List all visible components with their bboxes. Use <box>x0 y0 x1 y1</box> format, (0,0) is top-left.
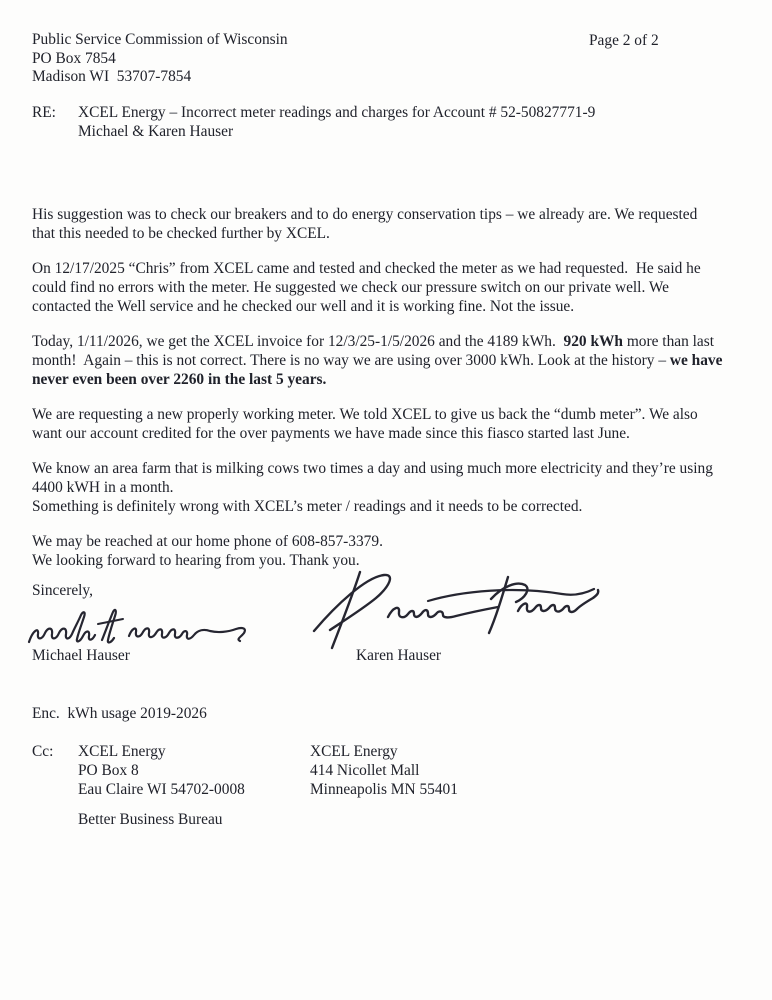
recipient-line: Public Service Commission of Wisconsin <box>32 31 288 48</box>
cc-better-business-bureau: Better Business Bureau <box>78 811 223 828</box>
cc-address-line: 414 Nicollet Mall <box>310 762 420 779</box>
paragraph: His suggestion was to check our breakers and to do energy conservation tips – we already are. We requested that this needed to be checked further by XCEL. <box>32 206 698 242</box>
recipient-line: PO Box 7854 <box>32 49 116 67</box>
recipient-line: Madison WI 53707-7854 <box>32 68 192 86</box>
cc-address-line: Minneapolis MN 55401 <box>310 781 458 798</box>
page-number: Page 2 of 2 <box>589 32 659 49</box>
cc-address-minneapolis <box>310 742 458 799</box>
cc-address-line: Eau Claire WI 54702-0008 <box>78 781 245 798</box>
cc-address-line: PO Box 8 <box>78 762 139 779</box>
paragraph: We are requesting a new properly working meter. We told XCEL to give us back the “dumb meter”. We also want our account credited for the over payments we have made since this fiasco started last June. <box>32 406 698 442</box>
paragraph: Today, 1/11/2026, we get the XCEL invoice for 12/3/25-1/5/2026 and the 4189 kWh. 920 kWh more than last month! Again – this is not correct. There is no way we are using over 3000 kWh. Look at the history – we have never even been over 2260 in the last 5 years. <box>32 333 723 388</box>
cc-address-line: XCEL Energy <box>310 743 398 760</box>
subject-line: XCEL Energy – Incorrect meter readings and charges for Account # 52-50827771-9 <box>78 104 596 121</box>
salutation: Sincerely, <box>32 582 93 599</box>
cc-address-line: XCEL Energy <box>78 743 166 760</box>
subject-line: Michael & Karen Hauser <box>78 123 234 140</box>
signer-name-karen: Karen Hauser <box>356 647 442 664</box>
karen-hauser-signature-image <box>310 569 602 653</box>
paragraph: We know an area farm that is milking cows two times a day and using much more electricity and they’re using 4400 kWH in a month. Something is definitely wrong with XCEL’s meter / readings and it needs to be corrected. <box>32 460 713 515</box>
letter-body <box>32 205 748 586</box>
paragraph: We may be reached at our home phone of 608-857-3379. We looking forward to hearing from you. Thank you. <box>32 533 383 569</box>
subject-text <box>78 103 595 141</box>
subject-block <box>32 103 595 141</box>
paragraph: On 12/17/2025 “Chris” from XCEL came and tested and checked the meter as we had requested. He said he could find no errors with the meter. He suggested we check our pressure switch on our private well. We contacted the Well service and he checked our well and it is working fine. Not the issue. <box>32 260 701 315</box>
subject-label: RE: <box>32 104 56 121</box>
signer-name-michael: Michael Hauser <box>32 647 130 664</box>
recipient-address <box>32 31 288 87</box>
cc-label: Cc: <box>32 743 54 760</box>
enclosure-note: Enc. kWh usage 2019-2026 <box>32 705 207 722</box>
cc-address-eau-claire <box>78 742 245 799</box>
